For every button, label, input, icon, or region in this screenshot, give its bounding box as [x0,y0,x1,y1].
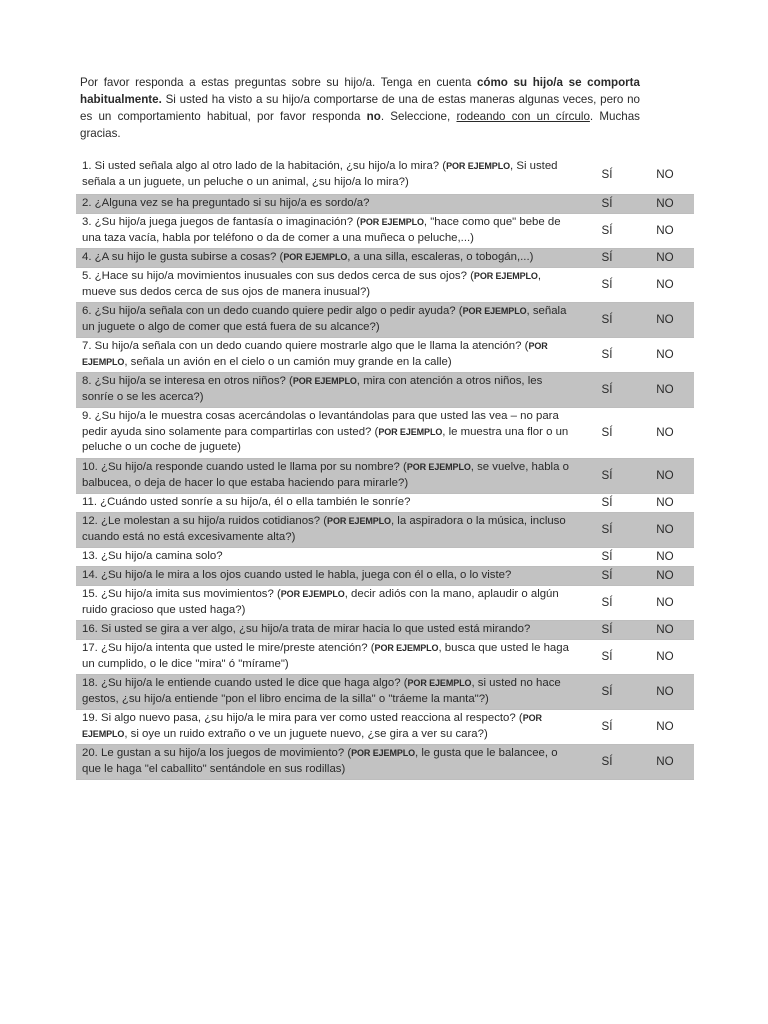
question-lead: 16. Si usted se gira a ver algo, ¿su hijo/a trata de mirar hacia lo que usted está mirando? [82,622,531,635]
question-row [76,302,694,337]
example-label: POR EJEMPLO [280,588,345,599]
instructions-underline: rodeando con un círculo [456,110,590,123]
question-row [76,744,694,779]
answer-yes[interactable]: SÍ [601,568,613,582]
example-label: POR EJEMPLO [82,340,548,367]
answer-no[interactable]: NO [656,595,674,609]
question-lead: 1. Si usted señala algo al otro lado de la habitación, ¿su hijo/a lo mira? ( [82,160,447,173]
question-lead: 4. ¿A su hijo le gusta subirse a cosas? ( [82,250,284,263]
question-text [76,372,578,407]
answer-no[interactable]: NO [656,719,674,733]
question-lead: 6. ¿Su hijo/a señala con un dedo cuando quiere pedir algo o pedir ayuda? ( [82,304,463,317]
question-example: , señala un avión en el cielo o un camión muy grande en la calle) [124,355,452,368]
example-label: POR EJEMPLO [292,375,357,386]
answer-no[interactable]: NO [656,622,674,636]
example-label: POR EJEMPLO [406,461,471,472]
question-example: , mira con atención a otros niños, les sonríe o se les acerca?) [82,374,543,403]
answer-no[interactable]: NO [656,167,674,181]
question-lead: 18. ¿Su hijo/a le entiende cuando usted le dice que haga algo? ( [82,676,408,689]
example-label: POR EJEMPLO [283,251,348,262]
example-label: POR EJEMPLO [407,677,472,688]
example-label: POR EJEMPLO [378,426,443,437]
answer-yes[interactable]: SÍ [601,167,613,181]
question-example: , si usted no hace gestos, ¿su hijo/a entiende "pon el libro encima de la silla" o "tráeme la manta"?) [82,676,561,705]
answer-yes[interactable]: SÍ [601,468,613,482]
answer-yes[interactable]: SÍ [601,250,613,264]
question-example: , mueve sus dedos cerca de sus ojos de manera inusual?) [82,269,542,298]
question-example: , se vuelve, habla o balbucea, o deja de hacer lo que estaba haciendo para mirarle?) [82,460,569,489]
question-example: , le muestra una flor o un peluche o un coche de juguete) [82,425,569,454]
question-lead: 17. ¿Su hijo/a intenta que usted le mire/preste atención? ( [82,641,375,654]
question-row [76,620,694,639]
question-lead: 19. Si algo nuevo pasa, ¿su hijo/a le mira para ver como usted reacciona al respecto? ( [82,711,523,724]
question-text [76,493,578,512]
question-row [76,407,694,458]
answer-no[interactable]: NO [656,196,674,210]
question-text [76,156,578,194]
question-text [76,585,578,620]
answer-yes[interactable]: SÍ [601,649,613,663]
answer-yes[interactable]: SÍ [601,382,613,396]
answer-no[interactable]: NO [656,754,674,768]
question-row [76,156,694,194]
question-text [76,566,578,585]
question-example: , si oye un ruido extraño o ve un juguete nuevo, ¿se gira a ver su cara?) [124,727,488,740]
answer-yes[interactable]: SÍ [601,312,613,326]
question-example: , señala un juguete o algo de comer que está fuera de su alcance?) [82,304,567,333]
answer-yes[interactable]: SÍ [601,622,613,636]
question-lead: 12. ¿Le molestan a su hijo/a ruidos cotidianos? ( [82,514,328,527]
question-text [76,337,578,372]
example-label: POR EJEMPLO [327,515,391,526]
example-label: POR EJEMPLO [473,270,538,281]
question-lead: 2. ¿Alguna vez se ha preguntado si su hijo/a es sordo/a? [82,196,370,209]
question-row [76,547,694,566]
answer-no[interactable]: NO [656,312,674,326]
instructions-text: . Muchas gracias. [80,110,640,140]
answer-no[interactable]: NO [656,277,674,291]
answer-yes[interactable]: SÍ [601,495,613,509]
question-lead: 10. ¿Su hijo/a responde cuando usted le llama por su nombre? ( [82,460,407,473]
answer-yes[interactable]: SÍ [601,549,613,563]
question-text [76,512,578,547]
instructions-text: . Seleccione, [380,110,457,123]
question-example: , la aspiradora o la música, incluso cuando está no está excesivamente alta?) [82,514,566,543]
example-label: POR EJEMPLO [374,642,439,653]
question-row [76,213,694,248]
question-text [76,674,578,709]
question-lead: 15. ¿Su hijo/a imita sus movimientos? ( [82,587,281,600]
question-lead: 7. Su hijo/a señala con un dedo cuando quiere mostrarle algo que le llama la atención? ( [82,339,529,352]
answer-no[interactable]: NO [656,223,674,237]
answer-yes[interactable]: SÍ [601,347,613,361]
question-lead: 8. ¿Su hijo/a se interesa en otros niños? ( [82,374,293,387]
question-row [76,585,694,620]
question-text [76,639,578,674]
instructions-bold-no: no [366,110,381,123]
answer-no[interactable]: NO [656,568,674,582]
example-label: POR EJEMPLO [446,161,511,172]
question-example: , busca que usted le haga un cumplido, o le dice "mira" ó "mírame") [82,641,569,670]
question-row [76,458,694,493]
question-text [76,744,578,779]
question-text [76,302,578,337]
questions-table [76,156,694,780]
question-row [76,566,694,585]
instructions-text: Si usted ha visto a su hijo/a comportarse de una de estas maneras algunas veces, pero no es un comportamiento habitual, por favor responda [80,93,640,123]
answer-yes[interactable]: SÍ [601,277,613,291]
example-label: POR EJEMPLO [360,216,424,227]
answer-no[interactable]: NO [656,382,674,396]
answer-yes[interactable]: SÍ [601,522,613,536]
question-text [76,407,578,458]
question-example: , decir adiós con la mano, aplaudir o algún ruido gracioso que usted haga?) [82,587,559,616]
question-lead: 13. ¿Su hijo/a camina solo? [82,549,223,562]
question-text [76,194,578,213]
question-row [76,512,694,547]
question-text [76,213,578,248]
instructions-bold: cómo su hijo/a se comporta habitualmente. [80,76,640,106]
answer-no[interactable]: NO [656,347,674,361]
example-label: POR EJEMPLO [82,712,542,739]
question-example: , le gusta que le balancee, o que le haga "el caballito" sentándole en sus rodillas) [82,746,558,775]
question-row [76,639,694,674]
answer-no[interactable]: NO [656,549,674,563]
answer-no[interactable]: NO [656,522,674,536]
answer-yes[interactable]: SÍ [601,754,613,768]
answer-no[interactable]: NO [656,684,674,698]
question-row [76,372,694,407]
question-row [76,194,694,213]
question-example: , a una silla, escaleras, o tobogán,...) [347,250,534,263]
answer-no[interactable]: NO [656,495,674,509]
question-text [76,709,578,744]
answer-yes[interactable]: SÍ [601,595,613,609]
answer-yes[interactable]: SÍ [601,223,613,237]
example-label: POR EJEMPLO [351,747,416,758]
question-lead: 3. ¿Su hijo/a juega juegos de fantasía o imaginación? ( [82,215,360,228]
question-row [76,709,694,744]
question-example: , Si usted señala a un juguete, un peluche o un animal, ¿su hijo/a lo mira?) [82,160,558,188]
question-row [76,493,694,512]
question-lead: 9. ¿Su hijo/a le muestra cosas acercándolas o levantándolas para que usted las vea – no para pedir ayuda sino solamente para compartirlas con usted? ( [82,410,559,438]
answer-no[interactable]: NO [656,250,674,264]
question-row [76,267,694,302]
question-lead: 5. ¿Hace su hijo/a movimientos inusuales con sus dedos cerca de sus ojos? ( [82,269,474,282]
question-text [76,267,578,302]
question-text [76,620,578,639]
question-text [76,248,578,267]
answer-no[interactable]: NO [656,468,674,482]
question-text [76,458,578,493]
question-lead: 11. ¿Cuándo usted sonríe a su hijo/a, él o ella también le sonríe? [82,495,411,508]
answer-yes[interactable]: SÍ [601,196,613,210]
example-label: POR EJEMPLO [462,305,527,316]
question-row [76,337,694,372]
question-lead: 20. Le gustan a su hijo/a los juegos de movimiento? ( [82,746,352,759]
question-text [76,547,578,566]
instructions [80,74,640,142]
question-row [76,248,694,267]
question-row [76,674,694,709]
answer-yes[interactable]: SÍ [601,684,613,698]
question-lead: 14. ¿Su hijo/a le mira a los ojos cuando usted le habla, juega con él o ella, o lo viste? [82,568,512,581]
answer-yes[interactable]: SÍ [601,425,613,439]
answer-no[interactable]: NO [656,425,674,439]
answer-yes[interactable]: SÍ [601,719,613,733]
answer-no[interactable]: NO [656,649,674,663]
instructions-text: Por favor responda a estas preguntas sobre su hijo/a. Tenga en cuenta [80,76,477,89]
question-example: , "hace como que" bebe de una taza vacía, habla por teléfono o da de comer a una muñeca o peluche,...) [82,215,561,244]
